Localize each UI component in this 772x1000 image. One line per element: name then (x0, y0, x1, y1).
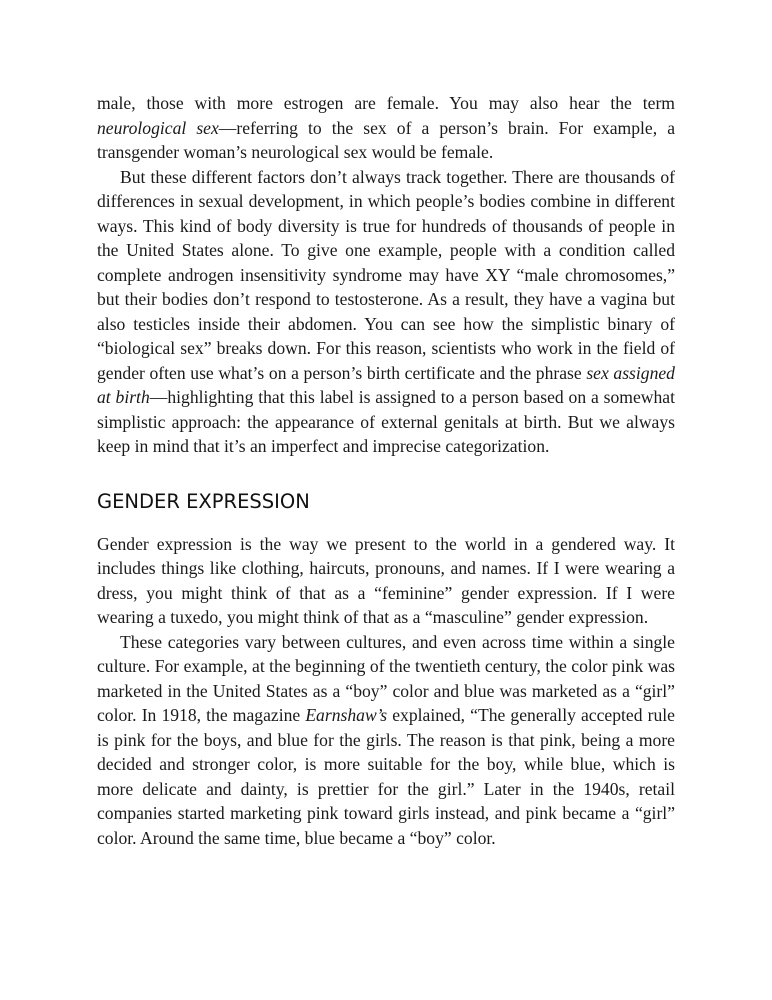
paragraph-text: —referring to the sex of a person’s brain. For example, a transgender woman’s neurological sex would be female. (97, 117, 675, 162)
document-page (97, 91, 675, 850)
paragraph-text: explained, “The generally accepted rule is pink for the boys, and blue for the girls. The reason is that pink, being a more decided and stronger color, is more suitable for the boy, while blue, which is more delicate and dainty, is prettier for the girl.” Later in the 1940s, retail companies started marketing pink toward girls instead, and pink became a “girl” color. Around the same time, blue became a “boy” color. (97, 705, 675, 848)
paragraph-color-history (97, 630, 675, 851)
paragraph-sex-development (97, 165, 675, 459)
section-heading: GENDER EXPRESSION (97, 489, 310, 513)
paragraph-neurological-sex (97, 91, 675, 165)
emphasis-magazine-title: Earnshaw’s (305, 705, 388, 725)
emphasis-neurological-sex: neurological sex (97, 117, 219, 138)
emphasis-sex-assigned-at-birth: sex assigned at birth (97, 362, 675, 407)
paragraph-text: —highlighting that this label is assigned to a person based on a somewhat simplistic approach: the appearance of external genitals at birth. But we always keep in mind that it’s an imperfect and imprecise categorization. (97, 387, 675, 456)
paragraph-text: But these different factors don’t always track together. There are thousands of differences in sexual development, in which people’s bodies combine in different ways. This kind of body diversity is true for hundreds of thousands of people in the United States alone. To give one example, people with a condition called complete androgen insensitivity syndrome may have XY “male chromosomes,” but their bodies don’t respond to testosterone. As a result, they have a vagina but also testicles inside their abdomen. You can see how the simplistic binary of “biological sex” breaks down. For this reason, scientists who work in the field of gender often use what’s on a person’s birth certificate and the phrase (97, 166, 675, 383)
paragraph-text: male, those with more estrogen are female. You may also hear the term (97, 93, 675, 113)
paragraph-text: These categories vary between cultures, and even across time within a single culture. For example, at the beginning of the twentieth century, the color pink was marketed in the United States as a “boy” color and blue was marketed as a “girl” color. In 1918, the magazine (97, 631, 675, 725)
paragraph-gender-expression: Gender expression is the way we present to the world in a gendered way. It includes things like clothing, haircuts, pronouns, and names. If I were wearing a dress, you might think of that as a “feminine” gender expression. If I were wearing a tuxedo, you might think of that as a “masculine” gender expression. (97, 533, 675, 627)
